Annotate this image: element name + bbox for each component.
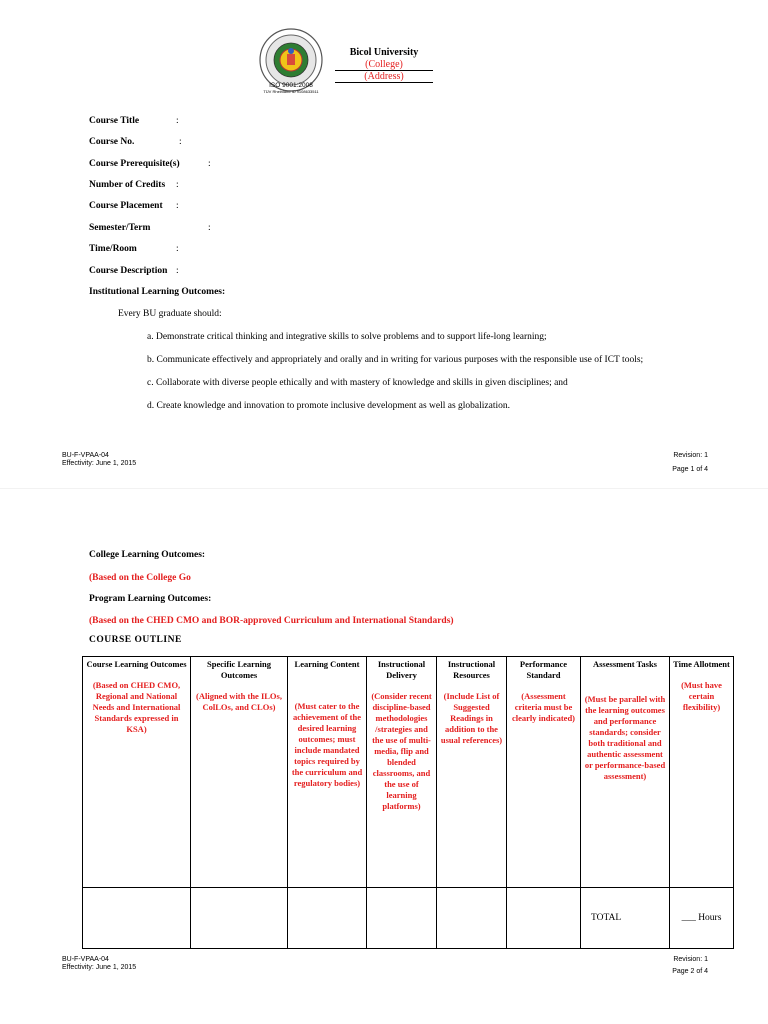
table-cell <box>288 657 367 888</box>
column-header: Time Allotment <box>673 659 730 669</box>
iso-line-2: TÜV Rheinland ID 9108633511 <box>263 89 319 94</box>
field-label: Semester/Term <box>89 223 151 233</box>
revision-number: Revision: 1 <box>673 956 708 963</box>
college-address: (Address) <box>364 71 404 82</box>
column-description: (Must be parallel with the learning outcomes and performance standards; consider both traditional and authentic assessment or performance-based assessment) <box>584 694 666 781</box>
table-cell <box>83 888 191 949</box>
field-colon: : <box>176 180 179 190</box>
column-description: (Must cater to the achievement of the desired learning outcomes; must include mandated topics required by the curriculum and regulatory bodies) <box>291 701 363 788</box>
table-row <box>83 888 734 949</box>
revision-number: Revision: 1 <box>673 452 708 459</box>
page-number: Page 2 of 4 <box>672 968 708 975</box>
header-rule <box>335 82 433 83</box>
page-2 <box>0 490 768 1024</box>
course-outline-title: COURSE OUTLINE <box>89 635 182 645</box>
hours-value: ___ Hours <box>670 888 734 949</box>
table-cell <box>288 888 367 949</box>
column-header: Performance Standard <box>519 659 568 680</box>
iso-line-1: ISO 9001:2008 <box>269 82 313 89</box>
iso-certification <box>250 82 332 94</box>
column-description: (Aligned with the ILOs, ColLOs, and CLOs) <box>196 691 282 712</box>
page-number: Page 1 of 4 <box>672 466 708 473</box>
column-header: Instructional Resources <box>447 659 496 680</box>
course-outline-table <box>82 656 734 949</box>
table-cell <box>670 657 734 888</box>
field-colon: : <box>208 223 211 233</box>
clo-note: (Based on the College Go <box>89 573 191 583</box>
effectivity-date: Effectivity: June 1, 2015 <box>62 964 137 971</box>
table-cell <box>507 657 581 888</box>
table-cell <box>191 888 288 949</box>
column-description: (Assessment criteria must be clearly indicated) <box>511 691 576 723</box>
plo-note: (Based on the CHED CMO and BOR-approved Curriculum and International Standards) <box>89 616 454 626</box>
page-1 <box>0 0 768 490</box>
field-label: Course Placement <box>89 201 163 211</box>
table-cell <box>83 657 191 888</box>
table-cell <box>581 657 670 888</box>
field-colon: : <box>176 201 179 211</box>
ilo-item: c. Collaborate with diverse people ethically and with mastery of knowledge and skills in given disciplines; and <box>147 378 568 388</box>
table-cell <box>367 888 437 949</box>
column-header: Specific Learning Outcomes <box>207 659 271 680</box>
table-cell <box>507 888 581 949</box>
field-label: Number of Credits <box>89 180 166 190</box>
table-cell <box>437 657 507 888</box>
column-description: (Consider recent discipline-based methodologies /strategies and the use of multi-media, flip and blended classrooms, and the use of learning platforms) <box>371 691 432 811</box>
column-header: Assessment Tasks <box>592 659 657 669</box>
form-code: BU-F-VPAA-04 <box>62 452 109 459</box>
field-label: Time/Room <box>89 244 137 254</box>
column-header: Course Learning Outcomes <box>86 659 187 669</box>
column-description: (Based on CHED CMO, Regional and National Needs and International Standards expressed in KSA) <box>92 680 181 734</box>
field-colon: : <box>176 116 179 126</box>
field-colon: : <box>176 266 179 276</box>
field-colon: : <box>179 137 182 147</box>
column-description: (Include List of Suggested Readings in addition to the usual references) <box>440 691 503 745</box>
column-header: Instructional Delivery <box>377 659 426 680</box>
ilo-intro: Every BU graduate should: <box>118 309 222 319</box>
ilo-item: d. Create knowledge and innovation to promote inclusive development as well as globalization. <box>147 401 511 411</box>
table-cell <box>191 657 288 888</box>
university-name: Bicol University <box>349 47 419 58</box>
column-header: Learning Content <box>294 659 360 669</box>
field-colon: : <box>176 244 179 254</box>
table-cell <box>437 888 507 949</box>
college-name: (College) <box>365 59 403 70</box>
field-label: Course Prerequisite(s) <box>89 159 180 169</box>
total-label: TOTAL <box>581 888 670 949</box>
ilo-title: Institutional Learning Outcomes: <box>89 287 226 297</box>
field-label: Course Description <box>89 266 168 276</box>
clo-title: College Learning Outcomes: <box>89 550 206 560</box>
table-cell <box>367 657 437 888</box>
effectivity-date: Effectivity: June 1, 2015 <box>62 460 137 467</box>
ilo-item: b. Communicate effectively and appropriately and orally and in writing for various purposes with the responsible use of ICT tools; <box>147 355 644 365</box>
table-row <box>83 657 734 888</box>
column-description: (Must have certain flexibility) <box>681 680 722 712</box>
plo-title: Program Learning Outcomes: <box>89 594 212 604</box>
field-label: Course No. <box>89 137 135 147</box>
field-label: Course Title <box>89 116 140 126</box>
ilo-item: a. Demonstrate critical thinking and integrative skills to solve problems and to support life-long learning; <box>147 332 547 342</box>
form-code: BU-F-VPAA-04 <box>62 956 109 963</box>
field-colon: : <box>208 159 211 169</box>
